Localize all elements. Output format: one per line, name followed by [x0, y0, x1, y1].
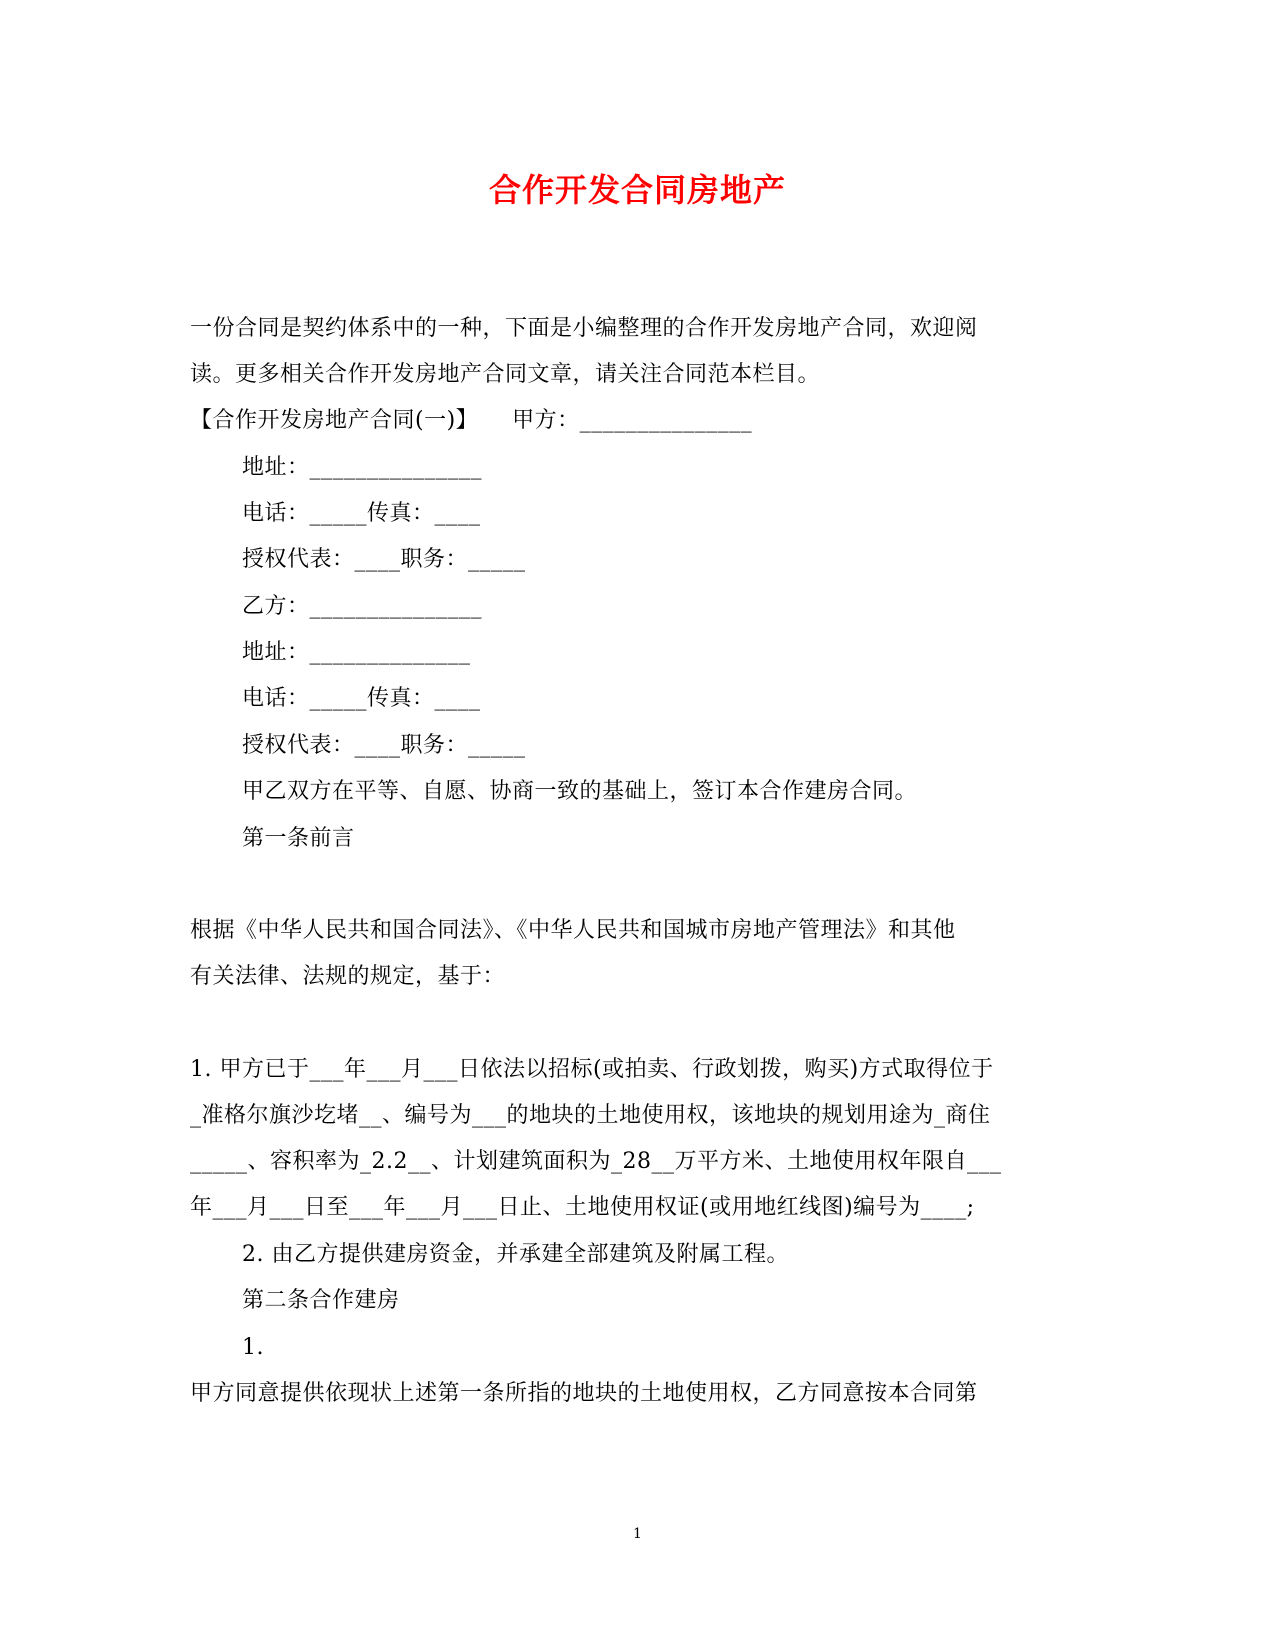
form-field-line: 电话：_____传真：____ — [242, 501, 481, 526]
paragraph-line: 1. 甲方已于___年___月___日依法以招标(或拍卖、行政划拨，购买)方式取得位于 — [190, 1057, 994, 1082]
article-heading: 第二条合作建房 — [242, 1288, 400, 1313]
paragraph-line: 读。更多相关合作开发房地产合同文章，请关注合同范本栏目。 — [190, 362, 821, 387]
paragraph-line: 一份合同是契约体系中的一种，下面是小编整理的合作开发房地产合同，欢迎阅 — [190, 316, 978, 341]
form-field-line: 电话：_____传真：____ — [242, 686, 481, 711]
form-field-line: 地址：_______________ — [242, 455, 483, 480]
paragraph-line: 年___月___日至___年___月___日止、土地使用权证(或用地红线图)编号为____; — [190, 1195, 975, 1220]
paragraph-line: 根据《中华人民共和国合同法》、《中华人民共和国城市房地产管理法》和其他 — [190, 918, 956, 943]
form-field-line: 乙方：_______________ — [242, 594, 483, 619]
paragraph-line: _准格尔旗沙圪堵__、编号为___的地块的土地使用权，该地块的规划用途为_商住 — [190, 1103, 991, 1128]
paragraph-line: _____、容积率为_2.2__、计划建筑面积为_28__万平方米、土地使用权年限自___ — [190, 1149, 1002, 1174]
paragraph-line: 甲乙双方在平等、自愿、协商一致的基础上，签订本合作建房合同。 — [242, 779, 918, 804]
form-field-line: 授权代表：____职务：_____ — [242, 547, 526, 572]
article-heading: 第一条前言 — [242, 826, 355, 851]
form-field-line: 地址：______________ — [242, 640, 471, 665]
form-field-line: 授权代表：____职务：_____ — [242, 733, 526, 758]
paragraph-line: 甲方同意提供依现状上述第一条所指的地块的土地使用权，乙方同意按本合同第 — [190, 1381, 978, 1406]
paragraph-line: 有关法律、法规的规定，基于： — [190, 964, 506, 989]
list-number: 1. — [242, 1335, 264, 1360]
page-number: 1 — [633, 1526, 642, 1542]
paragraph-line: 2. 由乙方提供建房资金，并承建全部建筑及附属工程。 — [242, 1242, 789, 1267]
section-heading-line: 【合作开发房地产合同(一)】 甲方：_______________ — [190, 408, 753, 433]
document-title: 合作开发合同房地产 — [488, 171, 786, 209]
